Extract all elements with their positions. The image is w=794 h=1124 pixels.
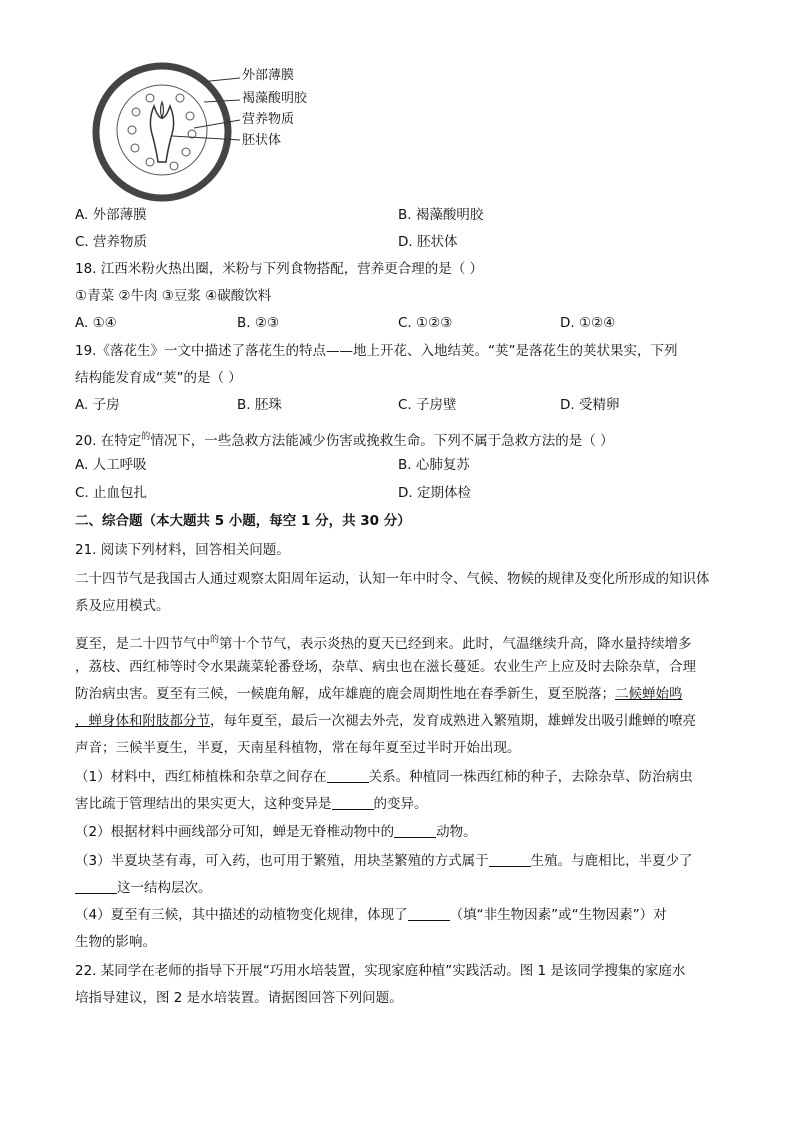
answer-blank[interactable] [332,795,374,810]
q17-option-d: D. 胚状体 [398,234,458,250]
outer-membrane-ring [96,66,228,198]
section-2-heading: 二、综合题（本大题共 5 小题，每空 1 分，共 30 分） [75,513,411,529]
q21-para2-line1-part2: 第十个节气，表示炎热的夏天已经到来。此时，气温继续升高，降水量持续增多 [219,636,692,652]
q21-sub4-text1: （4）夏至有三候，其中描述的动植物变化规律，体现了 [75,907,408,923]
q18-option-b: B. ②③ [237,315,280,331]
q18-option-d: D. ①②④ [560,315,616,331]
q21-sub1-text3: 害比疏于管理结出的果实更大，这种变异是 [75,796,332,812]
q19-option-b: B. 胚珠 [237,397,282,413]
q20-option-d: D. 定期体检 [398,485,471,501]
q20-stem-part2: 情况下，一些急救方法能减少伤害或挽救生命。下列不属于急救方法的是（ ） [150,433,614,449]
q21-para2-line3-part1: 防治病虫害。夏至有三候，一候鹿角解，成年雄鹿的鹿会周期性地在春季新生，夏至脱落； [75,686,615,702]
label-embryoid: 胚状体 [242,133,282,148]
q21-sub2-text1: （2）根据材料中画线部分可知，蝉是无脊椎动物中的 [75,824,395,840]
q22-stem-line1: 22. 某同学在老师的指导下开展“巧用水培装置，实现家庭种植”实践活动。图 1 是该同学搜集的家庭水 [75,963,686,979]
q21-para2-line2: ，荔枝、西红柿等时令水果蔬菜轮番登场，杂草、病虫也在滋长蔓延。农业生产上应及时去除杂草，合理 [75,659,696,675]
q19-option-d: D. 受精卵 [560,397,620,413]
nutrient-dot [131,144,139,152]
q19-option-c: C. 子房壁 [398,397,457,413]
q21-para2-line5: 声音；三候半夏生，半夏，天南星科植物，常在每年夏至过半时开始出现。 [75,740,521,756]
q21-para2-line4-part2: ，每年夏至，最后一次褪去外壳，发育成熟进入繁殖期，雄蝉发出吸引雌蝉的嘹亮 [210,713,696,729]
nutrient-dot [146,94,154,102]
embryoid-tip [161,102,164,118]
q21-sub1-text1: （1）材料中，西红柿植株和杂草之间存在 [75,769,327,785]
nutrient-dot [132,108,140,116]
answer-blank[interactable] [408,906,450,921]
q17-option-a: A. 外部薄膜 [75,207,147,223]
q18-stem: 18. 江西米粉火热出圈，米粉与下列食物搭配，营养更合理的是（ ） [75,261,484,277]
q18-option-a: A. ①④ [75,315,117,331]
q21-para1-line1: 二十四节气是我国古人通过观察太阳周年运动，认知一年中时令、气候、物候的规律及变化所形成的知识体 [75,571,710,587]
nutrient-dot [128,126,136,134]
nutrient-dot [182,148,190,156]
label-nutrients: 营养物质 [242,112,295,127]
answer-blank[interactable] [327,768,369,783]
q21-sub1-text2: 关系。种植同一株西红柿的种子，去除杂草、防治病虫 [368,769,693,785]
q21-para2-line1 [75,630,692,654]
answer-blank[interactable] [489,852,531,867]
label-outer-membrane: 外部薄膜 [242,68,295,83]
q19-option-a: A. 子房 [75,397,120,413]
embryoid-shape [150,106,173,162]
answer-blank[interactable] [394,823,436,838]
q19-stem-line2: 结构能发育成“荚”的是（ ） [75,370,242,386]
q21-para2-superscript: 的 [210,635,220,645]
q21-sub3-text3: 这一结构层次。 [117,880,212,896]
q21-para2-line4 [75,711,696,731]
q21-sub3-line2 [75,878,212,898]
q20-option-a: A. 人工呼吸 [75,457,147,473]
q18-items: ①青菜 ②牛肉 ③豆浆 ④碳酸饮料 [75,288,272,304]
label-alginate-gel: 褐藻酸明胶 [242,91,308,106]
q21-para2-line1-part1: 夏至，是二十四节气中 [75,636,210,652]
q17-option-b: B. 褐藻酸明胶 [398,207,484,223]
answer-blank[interactable] [75,879,117,894]
leader-line [194,120,240,128]
nutrient-dot [186,112,194,120]
q21-sub3-text1: （3）半夏块茎有毒，可入药，也可用于繁殖，用块茎繁殖的方式属于 [75,853,489,869]
q21-sub4-line1 [75,905,667,925]
q20-stem-superscript: 的 [141,432,151,442]
q21-sub1-line1 [75,767,693,787]
q19-stem-line1: 19.《落花生》一文中描述了落花生的特点——地上开花、入地结荚。“荚”是落花生的荚状果实，下列 [75,343,678,359]
q18-option-c: C. ①②③ [398,315,453,331]
q21-sub4-text2: （填“非生物因素”或“生物因素”）对 [449,907,667,923]
q20-stem-part1: 20. 在特定 [75,433,142,449]
q17-option-c: C. 营养物质 [75,234,148,250]
nutrient-dot [146,158,154,166]
q21-para1-line2: 系及应用模式。 [75,598,170,614]
q21-sub3-text2: 生殖。与鹿相比，半夏少了 [530,853,693,869]
nutrient-dot [176,94,184,102]
q21-sub4-line2: 生物的影响。 [75,934,156,950]
q22-stem-line2: 培指导建议，图 2 是水培装置。请据图回答下列问题。 [75,990,403,1006]
q21-underlined-text-1: 二候蝉始鸣 [615,686,683,702]
nutrient-dot [170,162,178,170]
q21-sub2 [75,822,477,842]
q21-sub3-line1 [75,851,693,871]
q21-sub1-line2 [75,794,428,814]
q21-para2-line3 [75,684,683,704]
q20-option-b: B. 心肺复苏 [398,457,470,473]
artificial-seed-diagram [92,62,412,206]
q21-underlined-text-2: ，蝉身体和附肢都分节 [75,713,210,729]
q21-sub1-text4: 的变异。 [373,796,428,812]
q21-stem: 21. 阅读下列材料，回答相关问题。 [75,542,290,558]
q20-stem [75,427,614,451]
q21-sub2-text2: 动物。 [436,824,477,840]
q20-option-c: C. 止血包扎 [75,485,148,501]
